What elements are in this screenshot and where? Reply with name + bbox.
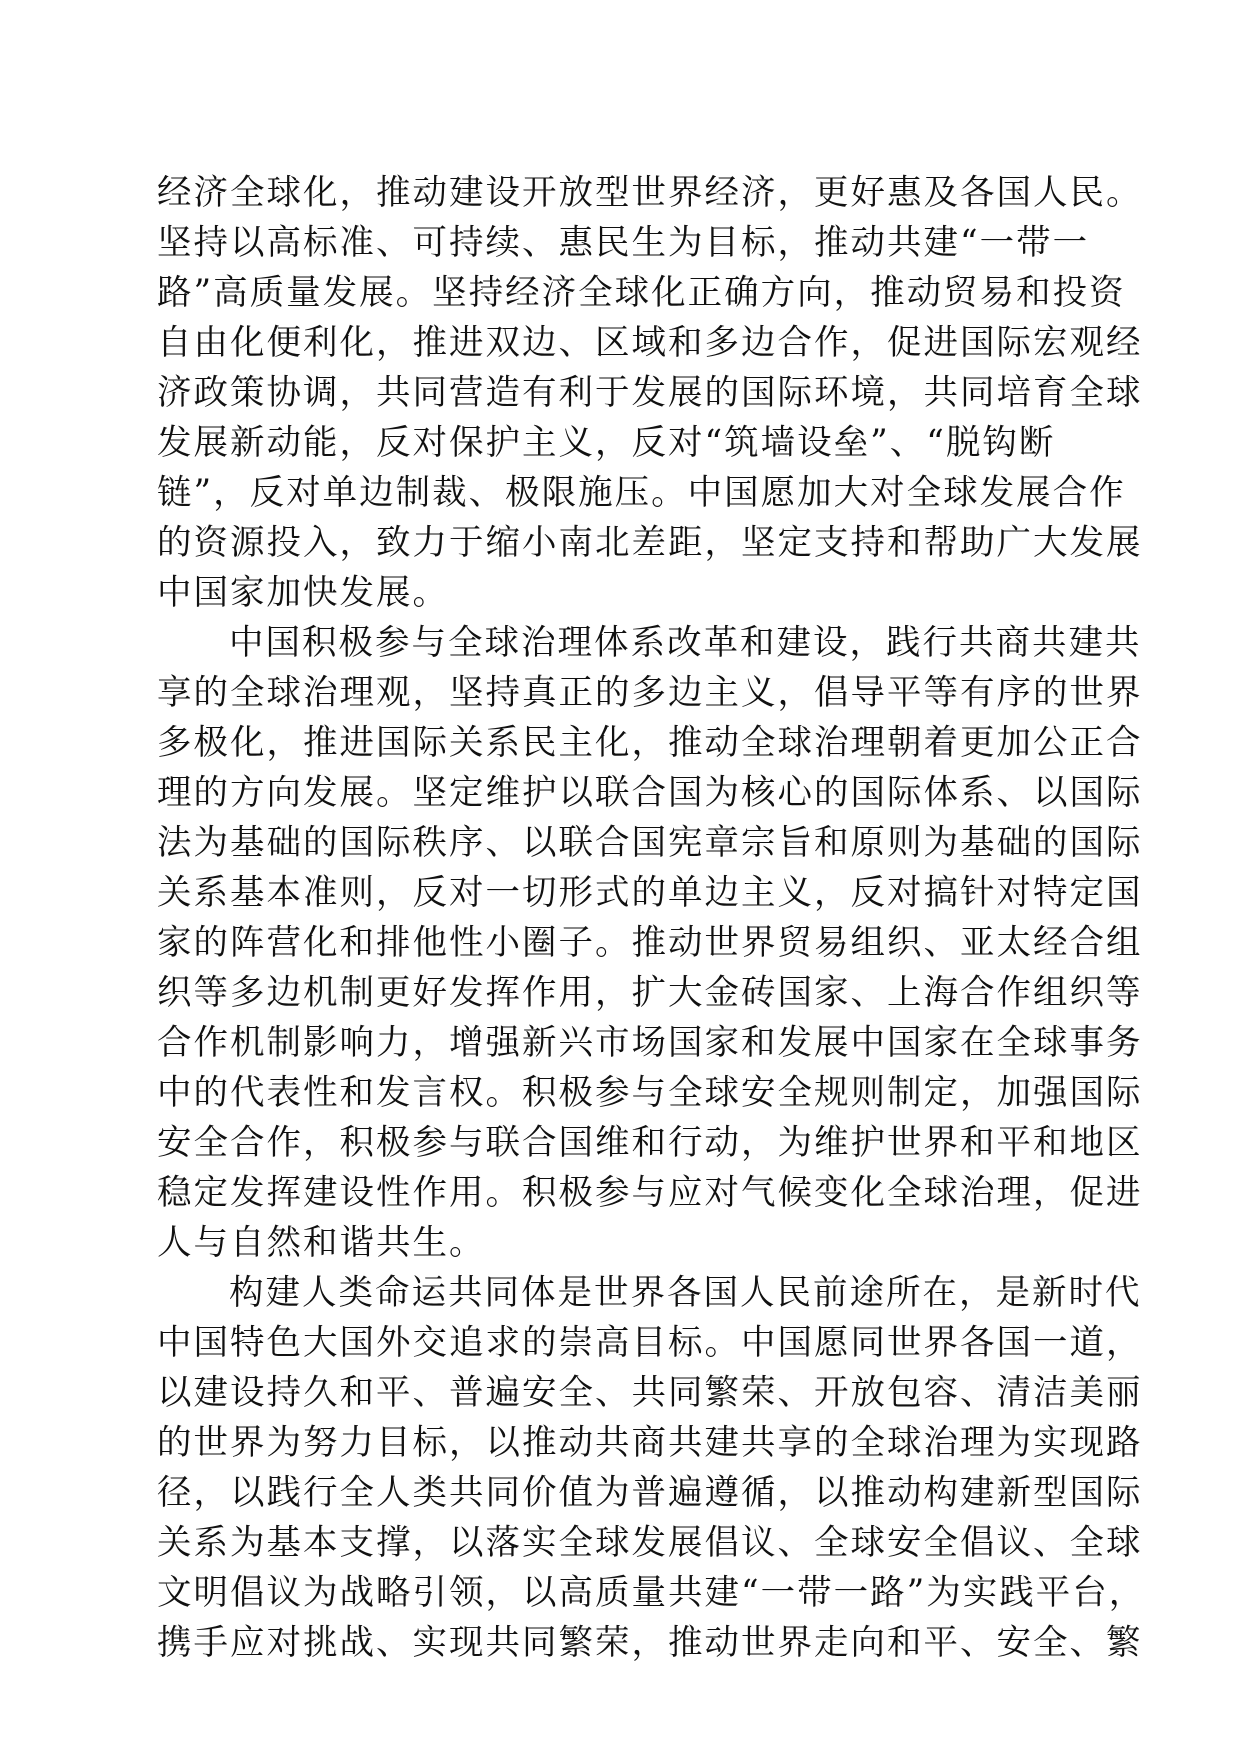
text-line: 发展新动能，反对保护主义，反对“筑墙设垒”、“脱钩断 bbox=[157, 423, 1056, 463]
text-line: 的资源投入，致力于缩小南北差距，坚定支持和帮助广大发展 bbox=[157, 523, 1143, 563]
text-line: 关系基本准则，反对一切形式的单边主义，反对搞针对特定国 bbox=[157, 873, 1143, 913]
text-line: 法为基础的国际秩序、以联合国宪章宗旨和原则为基础的国际 bbox=[157, 823, 1143, 863]
text-line: 中的代表性和发言权。积极参与全球安全规则制定，加强国际 bbox=[157, 1073, 1143, 1113]
text-line: 路”高质量发展。坚持经济全球化正确方向，推动贸易和投资 bbox=[157, 273, 1126, 313]
text-line: 家的阵营化和排他性小圈子。推动世界贸易组织、亚太经合组 bbox=[157, 923, 1143, 963]
text-line: 人与自然和谐共生。 bbox=[157, 1223, 486, 1263]
text-line: 济政策协调，共同营造有利于发展的国际环境，共同培育全球 bbox=[157, 373, 1143, 413]
text-line: 中国家加快发展。 bbox=[157, 573, 449, 613]
text-line: 坚持以高标准、可持续、惠民生为目标，推动共建“一带一 bbox=[157, 223, 1090, 263]
text-line: 文明倡议为战略引领，以高质量共建“一带一路”为实践平台， bbox=[157, 1573, 1146, 1613]
text-line: 合作机制影响力，增强新兴市场国家和发展中国家在全球事务 bbox=[157, 1023, 1143, 1063]
body-text bbox=[157, 168, 1146, 1668]
text-line: 织等多边机制更好发挥作用，扩大金砖国家、上海合作组织等 bbox=[157, 973, 1143, 1013]
text-line: 安全合作，积极参与联合国维和行动，为维护世界和平和地区 bbox=[157, 1123, 1143, 1163]
text-line: 享的全球治理观，坚持真正的多边主义，倡导平等有序的世界 bbox=[157, 673, 1143, 713]
text-line: 中国特色大国外交追求的崇高目标。中国愿同世界各国一道， bbox=[157, 1323, 1143, 1363]
paragraph-start-line: 中国积极参与全球治理体系改革和建设，践行共商共建共 bbox=[229, 623, 1142, 663]
text-line: 链”，反对单边制裁、极限施压。中国愿加大对全球发展合作 bbox=[157, 473, 1126, 513]
text-line: 携手应对挑战、实现共同繁荣，推动世界走向和平、安全、繁 bbox=[157, 1623, 1143, 1663]
text-line: 稳定发挥建设性作用。积极参与应对气候变化全球治理，促进 bbox=[157, 1173, 1143, 1213]
text-line: 多极化，推进国际关系民主化，推动全球治理朝着更加公正合 bbox=[157, 723, 1143, 763]
text-line: 关系为基本支撑，以落实全球发展倡议、全球安全倡议、全球 bbox=[157, 1523, 1143, 1563]
paragraph-start-line: 构建人类命运共同体是世界各国人民前途所在，是新时代 bbox=[229, 1273, 1142, 1313]
text-line: 以建设持久和平、普遍安全、共同繁荣、开放包容、清洁美丽 bbox=[157, 1373, 1143, 1413]
text-line: 理的方向发展。坚定维护以联合国为核心的国际体系、以国际 bbox=[157, 773, 1143, 813]
text-line: 经济全球化，推动建设开放型世界经济，更好惠及各国人民。 bbox=[157, 173, 1143, 213]
text-line: 的世界为努力目标，以推动共商共建共享的全球治理为实现路 bbox=[157, 1423, 1143, 1463]
text-line: 径，以践行全人类共同价值为普遍遵循，以推动构建新型国际 bbox=[157, 1473, 1143, 1513]
text-line: 自由化便利化，推进双边、区域和多边合作，促进国际宏观经 bbox=[157, 323, 1143, 363]
